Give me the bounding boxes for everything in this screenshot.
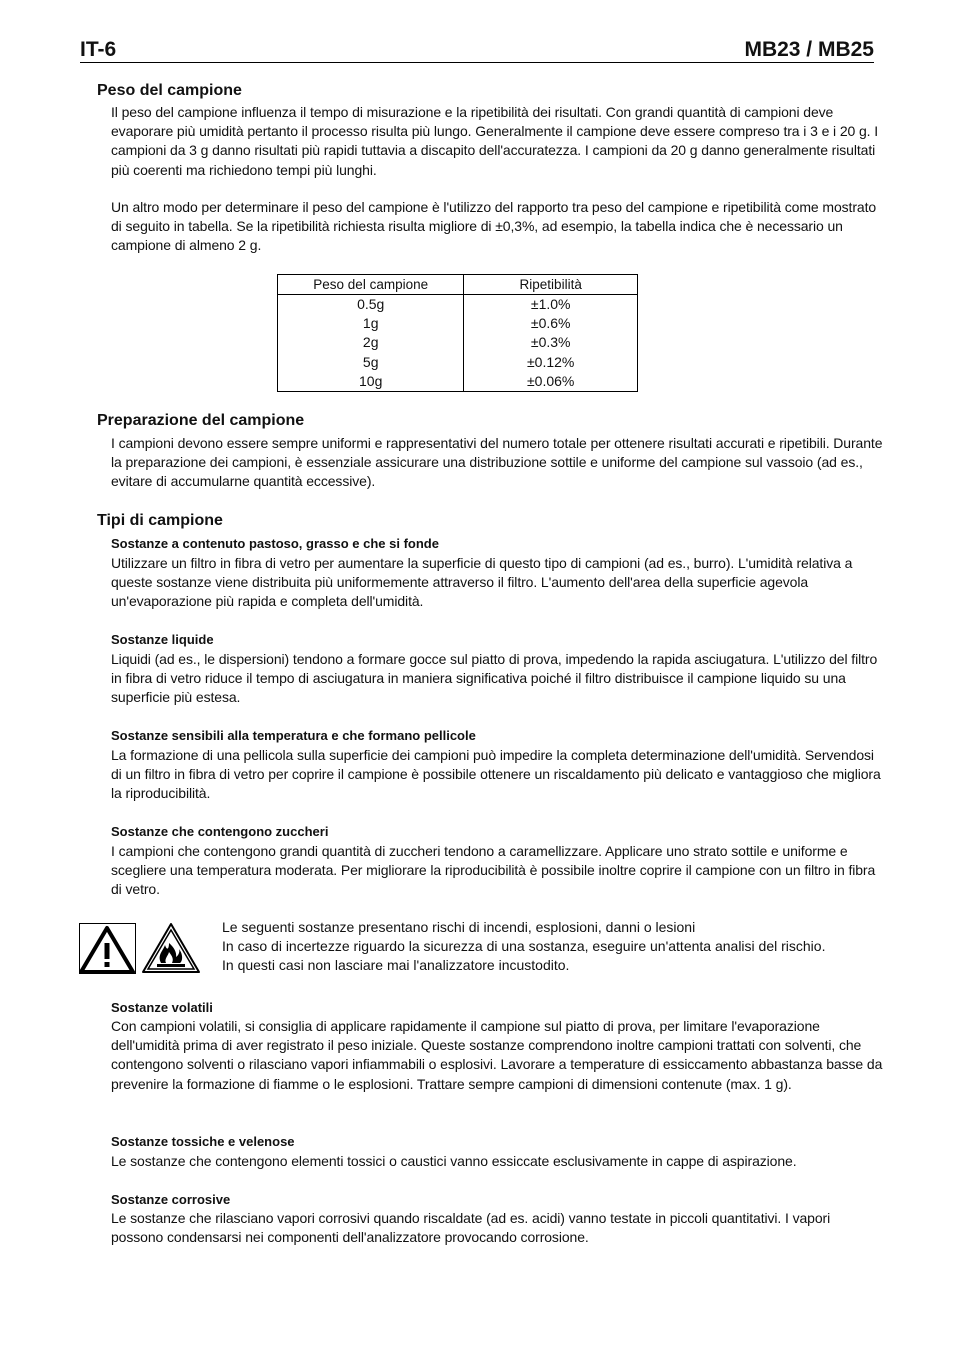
paragraph-zuccheri: I campioni che contengono grandi quantità di zuccheri tendono a caramellizzare. Applicare uno strato sottile e uniforme e scegliere una temperatura moderata. Per migliorare la riproducibilità è possibile inoltre coprire il campione con un filtro in fibra di vetro. <box>111 843 876 898</box>
paragraph-liquide: Liquidi (ad es., le dispersioni) tendono a formare gocce sul piatto di prova, impedendo la rapida asciugatura. L'utilizzo del filtro in fibra di vetro riduce il tempo di asciugatura in maniera significativa poiché il filtro distribuisce il campione liquido su una superficie più estesa. <box>111 651 878 706</box>
table-row <box>278 353 638 372</box>
heading-preparazione: Preparazione del campione <box>97 412 305 429</box>
subheading-volatili: Sostanze volatili <box>111 1000 213 1015</box>
subheading-pastoso: Sostanze a contenuto pastoso, grasso e che si fonde <box>111 536 439 551</box>
subheading-liquide: Sostanze liquide <box>111 632 214 647</box>
model-name: MB23 / MB25 <box>744 38 874 61</box>
page-number: IT-6 <box>80 38 117 61</box>
paragraph-pastoso: Utilizzare un filtro in fibra di vetro per aumentare la superficie di questo tipo di campioni (ad es., burro). L'umidità relativa a queste sostanze viene distribuita più uniformemente attraverso il filtro. L'aumento dell'area della superficie agevola un'evaporazione più rapida e completa dell'umidità. <box>111 555 853 610</box>
table-cell: 10g <box>278 372 464 392</box>
repeatability-table <box>277 274 638 392</box>
paragraph-peso-1: Il peso del campione influenza il tempo di misurazione e la ripetibilità dei risultati. Con grandi quantità di campioni deve evaporare più umidità pertanto il processo risulta più lungo. Generalmente il campione deve essere compreso tra i 3 e i 20 g. I campioni da 3 g danno risultati più rapidi tuttavia a discapito dell'accuratezza. I campioni da 20 g danno generalmente risultati più coerenti ma richiedono tempi più lunghi. <box>111 104 879 178</box>
paragraph-temperatura: La formazione di una pellicola sulla superficie dei campioni può impedire la completa determinazione dell'umidità. Servendosi di un filtro in fibra di vetro per coprire il campione è possibile ottenere un riscaldamento più delicato e vantaggioso che migliora la riproducibilità. <box>111 747 881 802</box>
paragraph-preparazione: I campioni devono essere sempre uniformi e rappresentativi del numero totale per ottenere risultati accurati e ripetibili. Durante la preparazione dei campioni, è essenziale assicurare una distribuzione sottile e uniforme del campione sul vassoio (ad es., evitare di accumularne quantità eccessive). <box>111 435 883 490</box>
table-header-weight: Peso del campione <box>278 275 464 295</box>
page-header <box>80 38 874 63</box>
heading-peso-campione: Peso del campione <box>97 82 242 99</box>
table-row <box>278 372 638 392</box>
table-cell: ±0.3% <box>464 333 638 352</box>
table-row <box>278 333 638 352</box>
paragraph-corrosive: Le sostanze che rilasciano vapori corrosivi quando riscaldate (ad es. acidi) vanno testate in piccoli quantitativi. I vapori possono condensarsi nei componenti dell'analizzatore provocando corrosione. <box>111 1210 831 1246</box>
paragraph-tossiche: Le sostanze che contengono elementi tossici o caustici vanno essiccate esclusivamente in cappe di aspirazione. <box>111 1153 797 1169</box>
subheading-tossiche: Sostanze tossiche e velenose <box>111 1134 295 1149</box>
table-cell: 1g <box>278 314 464 333</box>
subheading-zuccheri: Sostanze che contengono zuccheri <box>111 824 329 839</box>
table-row <box>278 314 638 333</box>
table-header-row <box>278 275 638 295</box>
table-cell: 0.5g <box>278 295 464 315</box>
warning-line-3: In questi casi non lasciare mai l'analizzatore incustodito. <box>222 957 570 974</box>
table-cell: ±1.0% <box>464 295 638 315</box>
warning-icons <box>79 921 203 980</box>
warning-icon <box>80 924 136 974</box>
table-cell: 2g <box>278 333 464 352</box>
table-row <box>278 295 638 315</box>
table-cell: 5g <box>278 353 464 372</box>
subheading-temperatura: Sostanze sensibili alla temperatura e che formano pellicole <box>111 728 476 743</box>
table-header-repeatability: Ripetibilità <box>464 275 638 295</box>
warning-text <box>222 918 882 976</box>
paragraph-volatili: Con campioni volatili, si consiglia di applicare rapidamente il campione sul piatto di prova, per limitare l'evaporazione dell'umidità prima di aver registrato il peso iniziale. Queste sostanze comprendono inoltre campioni trattati con solventi, che contengono solventi o rilasciano vapori infiammabili o esplosivi. Lavorare a temperature di essiccamento abbastanza basse da prevenire la formazione di fiamme o le esplosioni. Trattare sempre campioni di dimensioni contenute (max. 1 g). <box>111 1018 883 1092</box>
table-cell: ±0.12% <box>464 353 638 372</box>
warning-line-1: Le seguenti sostanze presentano rischi di incendi, esplosioni, danni o lesioni <box>222 919 696 935</box>
warning-line-2: In caso di incertezze riguardo la sicurezza di una sostanza, eseguire un'attenta analisi del rischio. <box>222 938 826 955</box>
heading-tipi: Tipi di campione <box>97 512 223 529</box>
subheading-corrosive: Sostanze corrosive <box>111 1192 231 1207</box>
flammable-icon <box>143 924 199 972</box>
table-cell: ±0.06% <box>464 372 638 392</box>
table-cell: ±0.6% <box>464 314 638 333</box>
paragraph-peso-2: Un altro modo per determinare il peso del campione è l'utilizzo del rapporto tra peso del campione e ripetibilità come mostrato di seguito in tabella. Se la ripetibilità richiesta risulta migliore di ±0,3%, ad esempio, la tabella indica che è necessario un campione di almeno 2 g. <box>111 199 877 254</box>
